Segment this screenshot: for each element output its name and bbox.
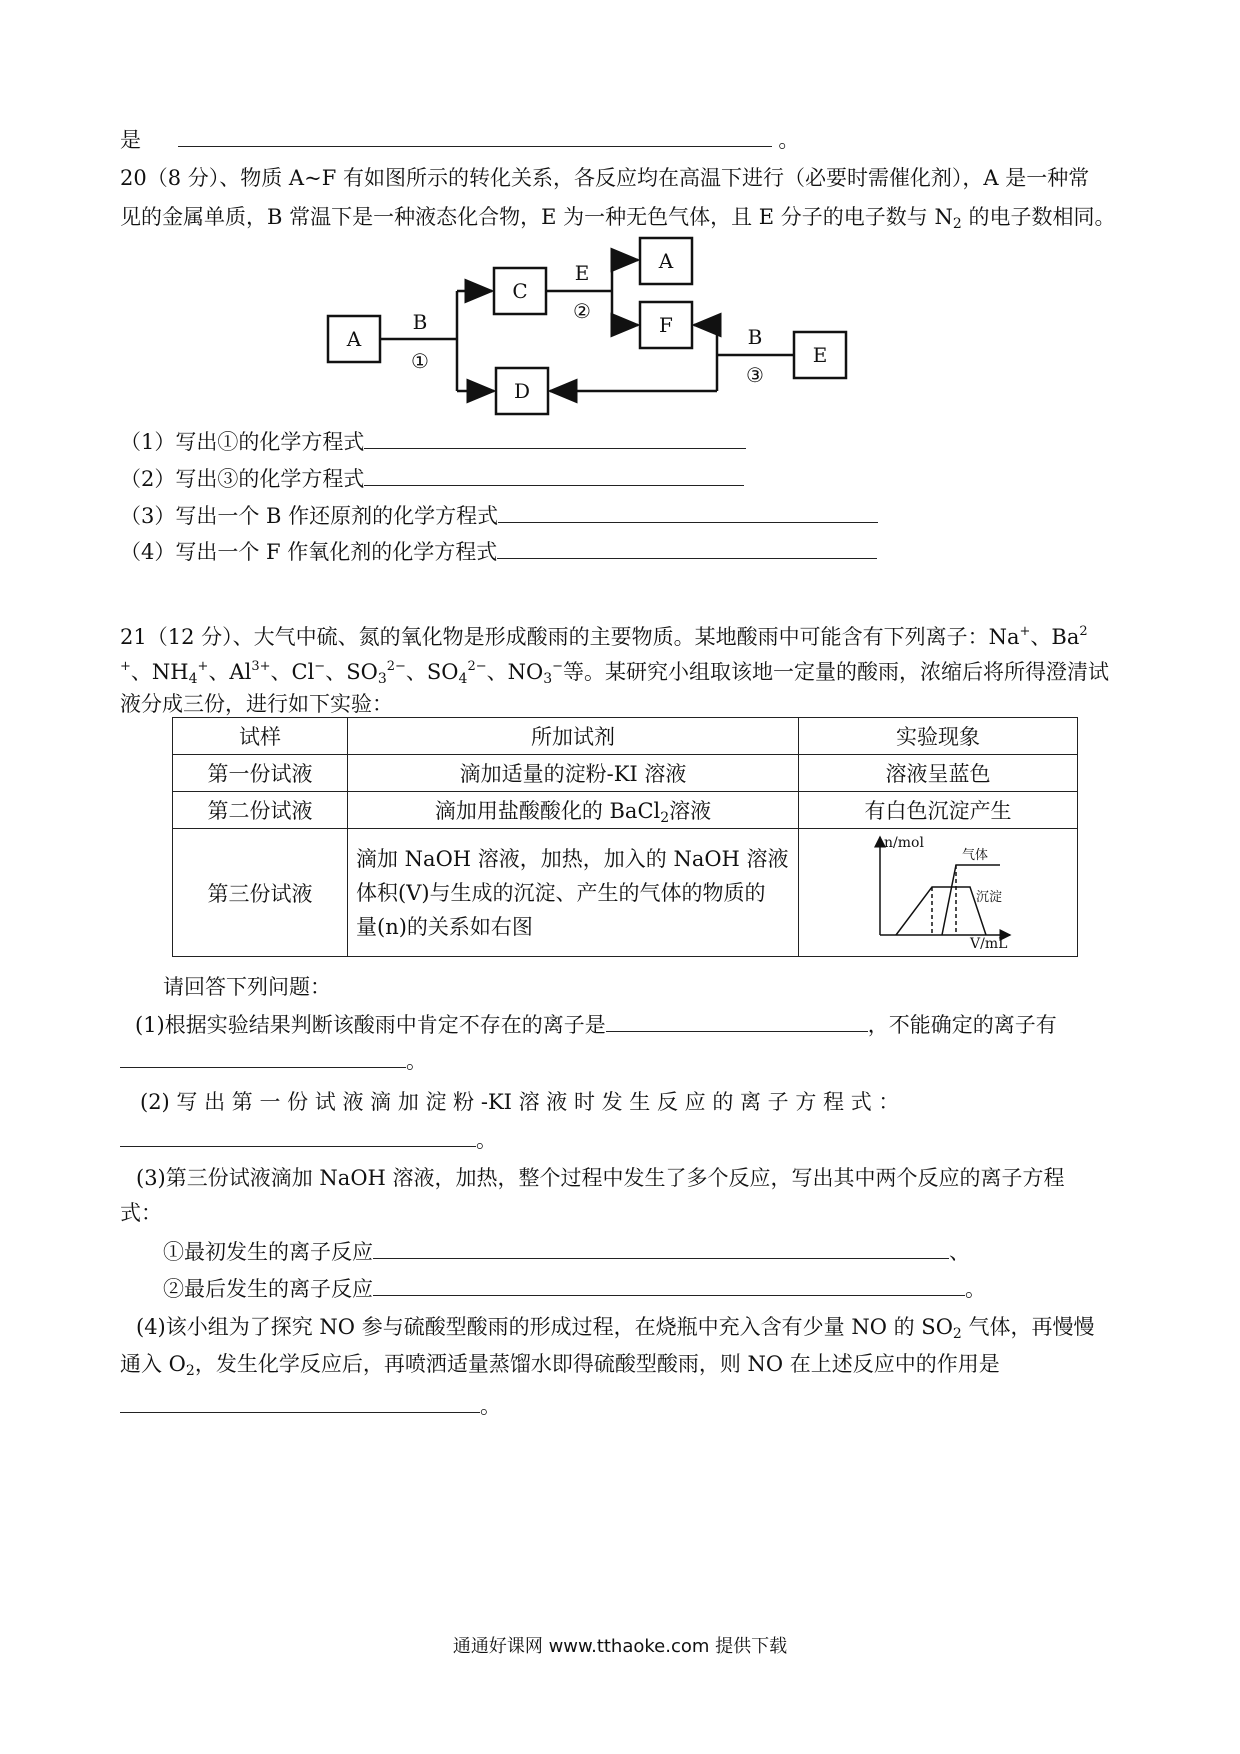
q21-line3: 液分成三份，进行如下实验： [120, 692, 393, 716]
q20-line2: 见的金属单质，B 常温下是一种液态化合物，E 为一种无色气体，且 E 分子的电子数与 $N_2$ 的电子数相同。 [120, 205, 1116, 232]
q21-1-cont: 。 [120, 1047, 427, 1075]
reaction-2: ② [573, 299, 591, 323]
prev-answer-line [120, 126, 799, 154]
label-e: E [812, 343, 828, 367]
y-axis-label: n/mol [884, 835, 924, 851]
table-header: 实验现象 [799, 718, 1078, 755]
q21-prompt: 请回答下列问题： [163, 975, 331, 999]
q21-2: (2) 写 出 第 一 份 试 液 滴 加 淀 粉 -KI 溶 液 时 发 生 反 应 的 离 子 方 程 式 ： [140, 1090, 900, 1114]
answer-blank[interactable] [497, 538, 877, 559]
label-f: F [659, 313, 673, 337]
label-a-left: A [346, 327, 362, 351]
q20-part2: （2）写出③的化学方程式 [120, 465, 744, 493]
q21-header: 21（12 分）、大气中硫、氮的氧化物是形成酸雨的主要物质。某地酸雨中可能含有下列离子：Na+、Ba$^2$ [120, 624, 1088, 649]
arrow-label-b3: B [747, 325, 763, 349]
precipitate-label: 沉淀 [976, 890, 1003, 905]
arrow-label-b1: B [412, 310, 428, 334]
q21-ion-list: +、$NH_4^+$、$Al^{3+}$、Cl−、$SO_3^{2-}$、$SO_4^{2-}$、$NO_3^-$等。某研究小组取该地一定量的酸雨，浓缩后将所得澄清试 [120, 659, 1110, 687]
page-footer: 通通好课网 www.tthaoke.com 提供下载 [452, 1636, 788, 1657]
answer-blank[interactable] [373, 1238, 949, 1259]
prev-end: 。 [778, 128, 800, 152]
precipitate-curve [896, 887, 986, 935]
label-c: C [512, 279, 528, 303]
reaction-3: ③ [746, 363, 764, 387]
answer-blank[interactable] [364, 428, 746, 449]
answer-blank[interactable] [178, 126, 772, 147]
arrow-label-e2: E [574, 261, 590, 285]
q20-part1: （1）写出①的化学方程式 [120, 428, 746, 456]
prev-text: 是 [120, 128, 141, 152]
q21-4-line2: 通入 $O_2$，发生化学反应后，再喷洒适量蒸馏水即得硫酸型酸雨，则 NO 在上述反应中的作用是 [120, 1352, 1000, 1379]
x-axis-label: V/mL [970, 936, 1008, 949]
q20-part4: （4）写出一个 F 作氧化剂的化学方程式 [120, 538, 877, 566]
table-row: 第三份试液 滴加 NaOH 溶液，加热，加入的 NaOH 溶液 体积(V)与生成的沉淀、产生的气体的物质的 量(n)的关系如右图 n/mol V/mL 气体 沉淀 [173, 829, 1078, 957]
answer-blank[interactable] [606, 1011, 868, 1032]
q21-1: (1)根据实验结果判断该酸雨中肯定不存在的离子是 ，不能确定的离子有 [135, 1013, 1057, 1037]
q20-header: 20（8 分）、物质 A~F 有如图所示的转化关系，各反应均在高温下进行（必要时需催化剂），A 是一种常 [120, 166, 1090, 190]
q21-4-cont: 。 [120, 1392, 501, 1420]
table-row: 第二份试液 滴加用盐酸酸化的 BaCl$_2$溶液 有白色沉淀产生 [173, 792, 1078, 829]
label-d: D [513, 379, 531, 403]
answer-blank[interactable] [120, 1392, 480, 1413]
answer-blank[interactable] [498, 502, 878, 523]
q21-3-1: ①最初发生的离子反应 、 [163, 1240, 970, 1264]
n-v-mini-chart [858, 831, 1018, 949]
reaction-flow-diagram [320, 232, 860, 422]
table-header: 所加试剂 [348, 718, 799, 755]
answer-blank[interactable] [120, 1047, 406, 1068]
experiment-table [172, 717, 1078, 957]
answer-blank[interactable] [120, 1126, 476, 1147]
q21-2-cont: 。 [120, 1126, 497, 1154]
q21-3: (3)第三份试液滴加 NaOH 溶液，加热，整个过程中发生了多个反应，写出其中两个反应的离子方程 [136, 1166, 1065, 1190]
table-row: 第一份试液 滴加适量的淀粉-KI 溶液 溶液呈蓝色 [173, 755, 1078, 792]
q21-3-cont: 式： [120, 1201, 162, 1225]
q20-part3: （3）写出一个 B 作还原剂的化学方程式 [120, 502, 878, 530]
table-header: 试样 [173, 718, 348, 755]
q21-4: (4)该小组为了探究 NO 参与硫酸型酸雨的形成过程，在烧瓶中充入含有少量 NO 的 $SO_2$ 气体，再慢慢 [136, 1315, 1095, 1342]
label-a-right: A [658, 249, 674, 273]
gas-label: 气体 [962, 848, 989, 863]
answer-blank[interactable] [364, 465, 744, 486]
q21-3-2: ②最后发生的离子反应 。 [163, 1277, 986, 1301]
answer-blank[interactable] [373, 1275, 965, 1296]
reaction-1: ① [411, 349, 429, 373]
